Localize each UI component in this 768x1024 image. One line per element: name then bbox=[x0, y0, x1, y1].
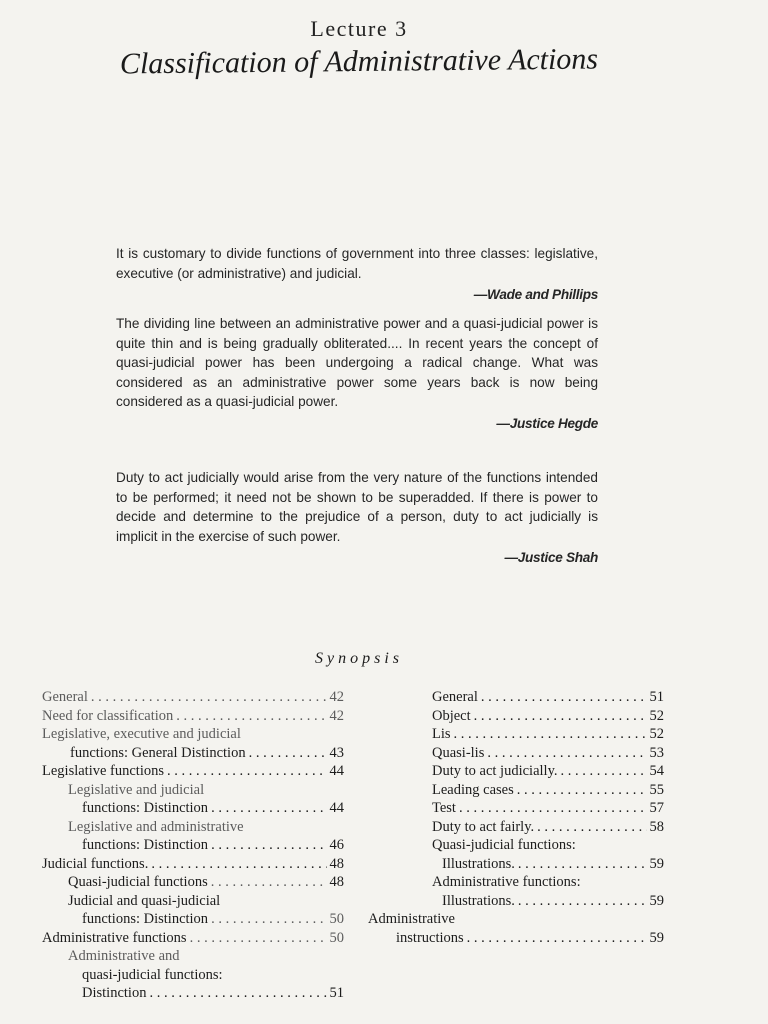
toc-page-number: 51 bbox=[649, 689, 664, 705]
toc-label: General bbox=[432, 689, 478, 705]
toc-page-number: 53 bbox=[649, 744, 664, 761]
toc-entry-line: Administrative functions: bbox=[432, 874, 581, 890]
toc-label: Administrative functions bbox=[42, 929, 187, 946]
toc-page-number: 50 bbox=[329, 929, 344, 946]
toc-label: Need for classification bbox=[42, 707, 174, 724]
toc-entry-line: quasi-judicial functions: bbox=[82, 966, 223, 983]
toc-entry bbox=[42, 929, 344, 948]
quote-author: —Justice Shah bbox=[504, 550, 598, 566]
toc-leader-dots bbox=[211, 799, 326, 818]
toc-leader-dots bbox=[211, 910, 326, 929]
toc-entry-line: Judicial and quasi-judicial bbox=[68, 892, 221, 909]
toc-entry bbox=[368, 744, 664, 763]
toc-entry bbox=[368, 818, 664, 837]
toc-page-number: 48 bbox=[329, 874, 344, 890]
toc-label: Object bbox=[432, 707, 471, 724]
toc-label: Duty to act judicially. bbox=[432, 763, 558, 779]
toc-entry bbox=[368, 707, 664, 726]
quote-text: The dividing line between an administrative power and a quasi-judicial power is quite thin and is being gradually obliterated.... In recent years the concept of quasi-judicial power has been undergoing a radical change. What was considered as an administrative power some years back is now being considered as a quasi-judicial power. bbox=[116, 316, 598, 410]
toc-entry bbox=[42, 984, 344, 1003]
toc-label: Quasi-lis bbox=[432, 744, 485, 761]
toc-leader-dots bbox=[481, 688, 647, 707]
toc-entry-line: Quasi-judicial functions: bbox=[432, 837, 576, 853]
toc-label: functions: Distinction bbox=[82, 911, 209, 927]
toc-leader-dots bbox=[517, 781, 647, 800]
toc-page-number: 48 bbox=[329, 855, 344, 872]
toc-entry-line: Legislative and judicial bbox=[68, 781, 205, 798]
toc-page-number: 58 bbox=[649, 818, 664, 835]
toc-entry bbox=[368, 855, 664, 874]
toc-label: instructions bbox=[396, 929, 464, 946]
toc-leader-dots bbox=[211, 873, 327, 892]
toc-leader-dots bbox=[167, 762, 326, 781]
toc-page-number: 59 bbox=[649, 892, 664, 909]
toc-page-number: 50 bbox=[329, 911, 344, 927]
toc-entry bbox=[42, 910, 344, 929]
toc-page-number: 44 bbox=[329, 763, 344, 779]
toc-entry bbox=[42, 855, 344, 874]
toc-label: Illustrations. bbox=[442, 855, 515, 872]
toc-entry bbox=[42, 799, 344, 818]
toc-entry-line: Legislative, executive and judicial bbox=[42, 726, 241, 742]
toc-entry bbox=[368, 799, 664, 818]
toc-leader-dots bbox=[459, 799, 647, 818]
synopsis-heading: Synopsis bbox=[315, 650, 403, 667]
toc-leader-dots bbox=[211, 836, 326, 855]
toc-label: functions: Distinction bbox=[82, 800, 209, 816]
toc-leader-dots bbox=[91, 688, 327, 707]
toc-leader-dots bbox=[454, 725, 647, 744]
toc-label: Distinction bbox=[82, 985, 147, 1001]
toc-leader-dots bbox=[249, 744, 327, 763]
toc-leader-dots bbox=[149, 984, 326, 1003]
synopsis-column-right bbox=[368, 688, 664, 947]
epigraph-quote bbox=[116, 244, 598, 305]
toc-page-number: 54 bbox=[649, 763, 664, 779]
quote-text: Duty to act judicially would arise from the very nature of the functions intended to be performed; it need not be shown to be superadded. If there is power to decide and determine to the prejudice of a person, duty to act judicially is implicit in the exercise of such power. bbox=[116, 470, 598, 544]
toc-entry-line: Administrative bbox=[368, 911, 455, 927]
epigraph-quote bbox=[116, 314, 598, 434]
epigraph-quote bbox=[116, 468, 598, 568]
toc-page-number: 55 bbox=[649, 781, 664, 798]
toc-leader-dots bbox=[176, 707, 326, 726]
toc-page-number: 59 bbox=[649, 929, 664, 946]
toc-label: General bbox=[42, 689, 88, 705]
toc-page-number: 44 bbox=[329, 800, 344, 816]
toc-label: Quasi-judicial functions bbox=[68, 874, 208, 890]
toc-page-number: 42 bbox=[329, 707, 344, 724]
quote-author: —Justice Hegde bbox=[496, 415, 598, 431]
toc-leader-dots bbox=[518, 855, 647, 874]
toc-label: Duty to act fairly. bbox=[432, 818, 535, 835]
toc-label: functions: Distinction bbox=[82, 837, 209, 853]
toc-page-number: 57 bbox=[649, 800, 664, 816]
toc-leader-dots bbox=[474, 707, 647, 726]
toc-label: Illustrations. bbox=[442, 892, 515, 909]
toc-label: Test bbox=[432, 800, 456, 816]
toc-entry bbox=[368, 762, 664, 781]
chapter-title: Classification of Administrative Actions bbox=[119, 42, 599, 81]
toc-leader-dots bbox=[467, 929, 647, 948]
toc-page-number: 59 bbox=[649, 855, 664, 872]
quote-author: —Wade and Phillips bbox=[473, 287, 598, 303]
toc-entry bbox=[42, 762, 344, 781]
toc-page-number: 42 bbox=[329, 689, 344, 705]
toc-entry bbox=[42, 707, 344, 726]
toc-page-number: 52 bbox=[649, 726, 664, 742]
toc-leader-dots bbox=[518, 892, 647, 911]
toc-leader-dots bbox=[190, 929, 327, 948]
toc-label: Legislative functions bbox=[42, 763, 165, 779]
toc-leader-dots bbox=[561, 762, 647, 781]
toc-label: Judicial functions. bbox=[42, 855, 149, 872]
synopsis-column-left bbox=[42, 688, 344, 1003]
toc-leader-dots bbox=[537, 818, 646, 837]
toc-label: Leading cases bbox=[432, 781, 514, 798]
toc-page-number: 46 bbox=[329, 837, 344, 853]
toc-entry bbox=[42, 744, 344, 763]
lecture-label: Lecture 3 bbox=[310, 16, 408, 41]
toc-entry bbox=[368, 929, 664, 948]
toc-entry bbox=[42, 873, 344, 892]
toc-entry-line: Administrative and bbox=[68, 948, 180, 964]
toc-leader-dots bbox=[487, 744, 646, 763]
toc-page-number: 51 bbox=[329, 985, 344, 1001]
toc-label: functions: General Distinction bbox=[70, 744, 246, 761]
toc-entry bbox=[42, 688, 344, 707]
toc-entry bbox=[368, 688, 664, 707]
toc-entry-line: Legislative and administrative bbox=[68, 818, 244, 835]
toc-entry bbox=[368, 781, 664, 800]
toc-entry bbox=[368, 725, 664, 744]
toc-page-number: 43 bbox=[329, 744, 344, 761]
quote-text: It is customary to divide functions of government into three classes: legislative, executive (or administrative) and judicial. bbox=[116, 246, 598, 281]
toc-entry bbox=[368, 892, 664, 911]
toc-label: Lis bbox=[432, 726, 451, 742]
toc-entry bbox=[42, 836, 344, 855]
toc-page-number: 52 bbox=[649, 707, 664, 724]
toc-leader-dots bbox=[151, 855, 326, 874]
